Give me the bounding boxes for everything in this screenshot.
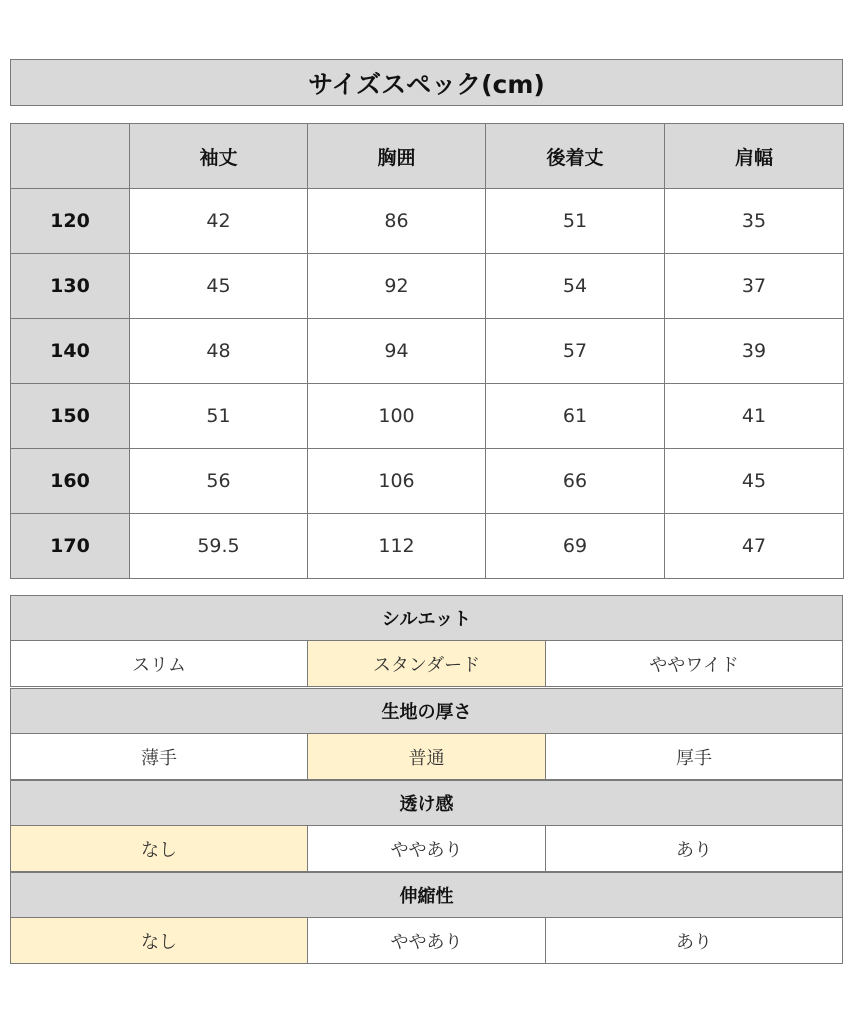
table-row — [11, 319, 844, 384]
table-cell: 54 — [486, 254, 665, 319]
table-row — [11, 449, 844, 514]
table-cell: 35 — [665, 189, 844, 254]
table-cell: 106 — [308, 449, 486, 514]
table-cell: 94 — [308, 319, 486, 384]
column-header-back-length: 後着丈 — [486, 124, 665, 189]
attribute-section-stretch — [10, 872, 843, 964]
attribute-option: スリム — [10, 641, 308, 687]
table-cell: 48 — [130, 319, 308, 384]
attribute-option-selected: 普通 — [308, 734, 546, 780]
table-cell: 41 — [665, 384, 844, 449]
table-cell: 37 — [665, 254, 844, 319]
table-cell: 39 — [665, 319, 844, 384]
table-cell: 51 — [130, 384, 308, 449]
table-cell: 112 — [308, 514, 486, 579]
attribute-section-transparency — [10, 780, 843, 872]
table-cell: 51 — [486, 189, 665, 254]
attribute-option: あり — [546, 918, 843, 964]
row-size-label: 130 — [11, 254, 130, 319]
page-title: サイズスペック(cm) — [10, 59, 843, 106]
row-size-label: 170 — [11, 514, 130, 579]
table-cell: 56 — [130, 449, 308, 514]
attribute-option: 厚手 — [546, 734, 843, 780]
row-size-label: 140 — [11, 319, 130, 384]
attribute-option: ややあり — [308, 918, 546, 964]
attribute-heading: 透け感 — [10, 780, 843, 826]
attribute-heading: 生地の厚さ — [10, 688, 843, 734]
row-size-label: 160 — [11, 449, 130, 514]
table-cell: 100 — [308, 384, 486, 449]
table-cell: 45 — [665, 449, 844, 514]
table-cell: 59.5 — [130, 514, 308, 579]
table-cell: 92 — [308, 254, 486, 319]
attribute-options — [10, 918, 843, 964]
table-cell: 57 — [486, 319, 665, 384]
table-cell: 69 — [486, 514, 665, 579]
row-size-label: 150 — [11, 384, 130, 449]
size-spec-table — [10, 123, 844, 579]
attribute-options — [10, 641, 843, 687]
table-cell: 42 — [130, 189, 308, 254]
table-header-row — [11, 124, 844, 189]
row-size-label: 120 — [11, 189, 130, 254]
attribute-heading: 伸縮性 — [10, 872, 843, 918]
attribute-section-silhouette — [10, 595, 843, 687]
attribute-section-fabric-thickness — [10, 688, 843, 780]
attribute-option-selected: なし — [10, 826, 308, 872]
attribute-option-selected: なし — [10, 918, 308, 964]
table-cell: 45 — [130, 254, 308, 319]
attribute-option: 薄手 — [10, 734, 308, 780]
attribute-option: あり — [546, 826, 843, 872]
attribute-option-selected: スタンダード — [308, 641, 546, 687]
table-row — [11, 384, 844, 449]
table-cell: 66 — [486, 449, 665, 514]
column-header-chest: 胸囲 — [308, 124, 486, 189]
column-header-corner — [11, 124, 130, 189]
table-row — [11, 189, 844, 254]
attribute-options — [10, 826, 843, 872]
column-header-sleeve: 袖丈 — [130, 124, 308, 189]
attribute-heading: シルエット — [10, 595, 843, 641]
table-cell: 47 — [665, 514, 844, 579]
table-cell: 61 — [486, 384, 665, 449]
attribute-option: ややワイド — [546, 641, 843, 687]
attribute-option: ややあり — [308, 826, 546, 872]
table-row — [11, 254, 844, 319]
column-header-shoulder: 肩幅 — [665, 124, 844, 189]
table-cell: 86 — [308, 189, 486, 254]
attribute-options — [10, 734, 843, 780]
table-row — [11, 514, 844, 579]
